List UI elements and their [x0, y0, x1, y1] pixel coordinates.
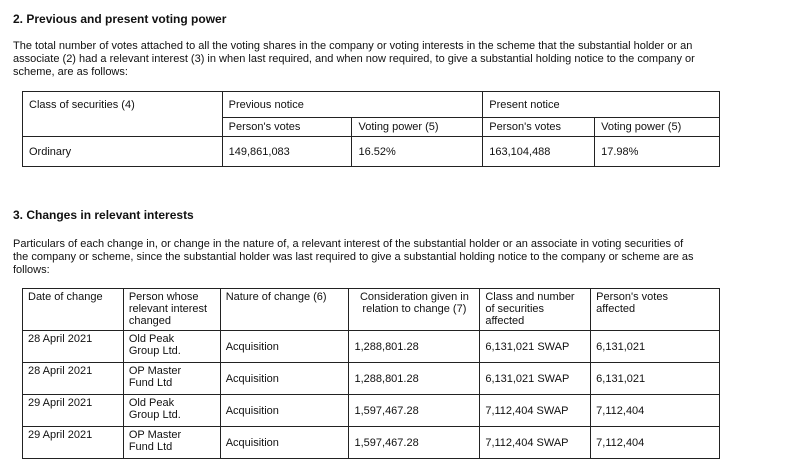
date-cell: 29 April 2021 [23, 427, 124, 459]
consideration-cell: 1,597,467.28 [349, 395, 480, 427]
person-cell: OP Master Fund Ltd [123, 427, 220, 459]
paragraph-line: The total number of votes attached to all the voting shares in the company or voting interests in the scheme that the substantial holder or an [13, 40, 693, 52]
table-row [23, 137, 720, 167]
person-header: Person whose relevant interest changed [123, 289, 220, 331]
prev-persons-votes-header: Person's votes [222, 118, 352, 137]
class-cell: 7,112,404 SWAP [480, 395, 591, 427]
class-header: Class of securities (4) [23, 92, 223, 137]
table-row [23, 331, 720, 363]
class-header: Class and number of securities affected [480, 289, 591, 331]
present-notice-header: Present notice [483, 92, 720, 118]
class-cell: 6,131,021 SWAP [480, 331, 591, 363]
pres-voting-power-header: Voting power (5) [595, 118, 720, 137]
prev-voting-power-header: Voting power (5) [352, 118, 483, 137]
class-cell: 6,131,021 SWAP [480, 363, 591, 395]
date-cell: 28 April 2021 [23, 331, 124, 363]
consideration-cell: 1,288,801.28 [349, 331, 480, 363]
previous-notice-header: Previous notice [222, 92, 483, 118]
section-2-heading: 2. Previous and present voting power [13, 12, 227, 26]
class-cell: 7,112,404 SWAP [480, 427, 591, 459]
changes-table [22, 288, 720, 459]
prev-power-cell: 16.52% [352, 137, 483, 167]
date-cell: 29 April 2021 [23, 395, 124, 427]
paragraph-line: the company or scheme, since the substantial holder was last required to give a substantial holding notice to the company or scheme are as [13, 251, 694, 263]
table-row [23, 427, 720, 459]
paragraph-line: Particulars of each change in, or change in the nature of, a relevant interest of the substantial holder or an associate in voting securities of [13, 238, 684, 250]
table-row [23, 395, 720, 427]
nature-cell: Acquisition [220, 395, 349, 427]
date-header: Date of change [23, 289, 124, 331]
votes-cell: 6,131,021 [591, 331, 720, 363]
person-cell: Old Peak Group Ltd. [123, 331, 220, 363]
pres-votes-cell: 163,104,488 [483, 137, 595, 167]
consideration-cell: 1,288,801.28 [349, 363, 480, 395]
class-cell: Ordinary [23, 137, 223, 167]
consideration-header: Consideration given in relation to change (7) [349, 289, 480, 331]
nature-cell: Acquisition [220, 363, 349, 395]
paragraph-line: scheme, are as follows: [13, 66, 128, 78]
pres-persons-votes-header: Person's votes [483, 118, 595, 137]
votes-cell: 6,131,021 [591, 363, 720, 395]
section-3-paragraph [13, 238, 783, 277]
person-cell: Old Peak Group Ltd. [123, 395, 220, 427]
table-row [23, 363, 720, 395]
voting-power-table [22, 91, 720, 167]
paragraph-line: follows: [13, 264, 50, 276]
votes-header: Person's votes affected [591, 289, 720, 331]
votes-cell: 7,112,404 [591, 427, 720, 459]
date-cell: 28 April 2021 [23, 363, 124, 395]
consideration-cell: 1,597,467.28 [349, 427, 480, 459]
nature-cell: Acquisition [220, 427, 349, 459]
section-2-paragraph [13, 40, 783, 79]
pres-power-cell: 17.98% [595, 137, 720, 167]
person-cell: OP Master Fund Ltd [123, 363, 220, 395]
prev-votes-cell: 149,861,083 [222, 137, 352, 167]
section-3-heading: 3. Changes in relevant interests [13, 208, 194, 222]
votes-cell: 7,112,404 [591, 395, 720, 427]
nature-header: Nature of change (6) [220, 289, 349, 331]
nature-cell: Acquisition [220, 331, 349, 363]
paragraph-line: associate (2) had a relevant interest (3) in when last required, and when now required, to give a substantial holding notice to the company or [13, 53, 695, 65]
